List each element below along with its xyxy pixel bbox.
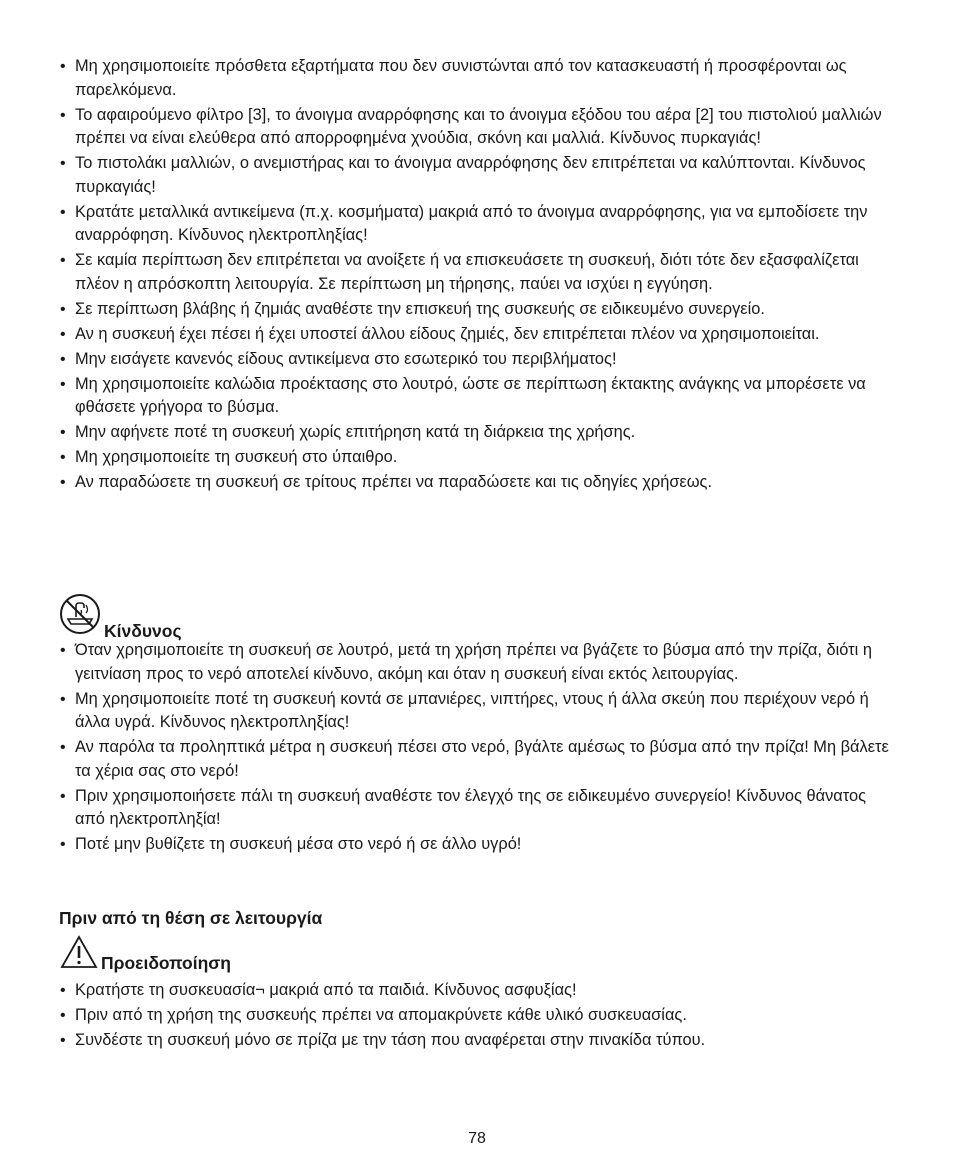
danger-list <box>60 639 890 858</box>
list-item: • Αν παραδώσετε τη συσκευή σε τρίτους πρέπει να παραδώσετε και τις οδηγίες χρήσεως. <box>60 471 890 495</box>
list-item: • Το αφαιρούμενο φίλτρο [3], το άνοιγμα αναρρόφησης και το άνοιγμα εξόδου του αέρα [2] του πιστολιού μαλλιών πρέπει να είναι ελεύθερα από απορροφημένα χνούδια, σκόνη και μαλλιά. Κίνδυνος πυρκαγιάς! <box>60 104 890 151</box>
list-item: • Συνδέστε τη συσκευή μόνο σε πρίζα με την τάση που αναφέρεται στην πινακίδα τύπου. <box>60 1029 890 1053</box>
list-item: • Μη χρησιμοποιείτε ποτέ τη συσκευή κοντά σε μπανιέρες, νιπτήρες, ντους ή άλλα σκεύη που περιέχουν νερό ή άλλα υγρά. Κίνδυνος ηλεκτροπληξίας! <box>60 688 890 735</box>
list-item: • Πριν χρησιμοποιήσετε πάλι τη συσκευή αναθέστε τον έλεγχό της σε ειδικευμένο συνεργείο! Κίνδυνος θάνατος από ηλεκτροπληξία! <box>60 785 890 832</box>
list-item: • Μη χρησιμοποιείτε πρόσθετα εξαρτήματα που δεν συνιστώνται από τον κατασκευαστή ή προσφέρονται ως παρελκόμενα. <box>60 55 890 102</box>
warning-title: Προειδοποίηση <box>101 953 231 973</box>
danger-heading <box>59 593 182 640</box>
warning-triangle-icon <box>60 935 98 974</box>
warning-list <box>60 979 890 1054</box>
safety-list <box>60 55 890 496</box>
list-item: • Σε περίπτωση βλάβης ή ζημιάς αναθέστε την επισκευή της συσκευής σε ειδικευμένο συνεργείο. <box>60 298 890 322</box>
list-item: • Το πιστολάκι μαλλιών, ο ανεμιστήρας και το άνοιγμα αναρρόφησης δεν επιτρέπεται να καλύπτονται. Κίνδυνος πυρκαγιάς! <box>60 152 890 199</box>
list-item: • Πριν από τη χρήση της συσκευής πρέπει να απομακρύνετε κάθε υλικό συσκευασίας. <box>60 1004 890 1028</box>
list-item: • Αν παρόλα τα προληπτικά μέτρα η συσκευή πέσει στο νερό, βγάλτε αμέσως το βύσμα από την πρίζα! Μη βάλετε τα χέρια σας στο νερό! <box>60 736 890 783</box>
list-item: • Σε καμία περίπτωση δεν επιτρέπεται να ανοίξετε ή να επισκευάσετε τη συσκευή, διότι τότε δεν εξασφαλίζεται πλέον η απρόσκοπτη λειτουργία. Σε περίπτωση μη τήρησης, παύει να ισχύει η εγγύηση. <box>60 249 890 296</box>
danger-title: Κίνδυνος <box>104 621 182 641</box>
list-item: • Όταν χρησιμοποιείτε τη συσκευή σε λουτρό, μετά τη χρήση πρέπει να βγάζετε το βύσμα από την πρίζα, διότι η γειτνίαση προς το νερό αποτελεί κίνδυνο, ακόμη και όταν η συσκευή είναι εκτός λειτουργίας. <box>60 639 890 686</box>
section-title: Πριν από τη θέση σε λειτουργία <box>59 908 323 928</box>
list-item: • Μη χρησιμοποιείτε τη συσκευή στο ύπαιθρο. <box>60 446 890 470</box>
page-number: 78 <box>468 1130 486 1147</box>
list-item: • Αν η συσκευή έχει πέσει ή έχει υποστεί άλλου είδους ζημιές, δεν επιτρέπεται πλέον να χρησιμοποιείται. <box>60 323 890 347</box>
list-item: • Μη χρησιμοποιείτε καλώδια προέκτασης στο λουτρό, ώστε σε περίπτωση έκτακτης ανάγκης να μπορέσετε να φθάσετε γρήγορα το βύσμα. <box>60 373 890 420</box>
list-item: • Κρατάτε μεταλλικά αντικείμενα (π.χ. κοσμήματα) μακριά από το άνοιγμα αναρρόφησης, για να εμποδίσετε την αναρρόφηση. Κίνδυνος ηλεκτροπληξίας! <box>60 201 890 248</box>
list-item: • Κρατήστε τη συσκευασία¬ μακριά από τα παιδιά. Κίνδυνος ασφυξίας! <box>60 979 890 1003</box>
warning-heading <box>60 935 231 974</box>
no-water-bath-icon <box>59 593 101 640</box>
list-item: • Μην αφήνετε ποτέ τη συσκευή χωρίς επιτήρηση κατά τη διάρκεια της χρήσης. <box>60 421 890 445</box>
list-item: • Ποτέ μην βυθίζετε τη συσκευή μέσα στο νερό ή σε άλλο υγρό! <box>60 833 890 857</box>
list-item: • Μην εισάγετε κανενός είδους αντικείμενα στο εσωτερικό του περιβλήματος! <box>60 348 890 372</box>
